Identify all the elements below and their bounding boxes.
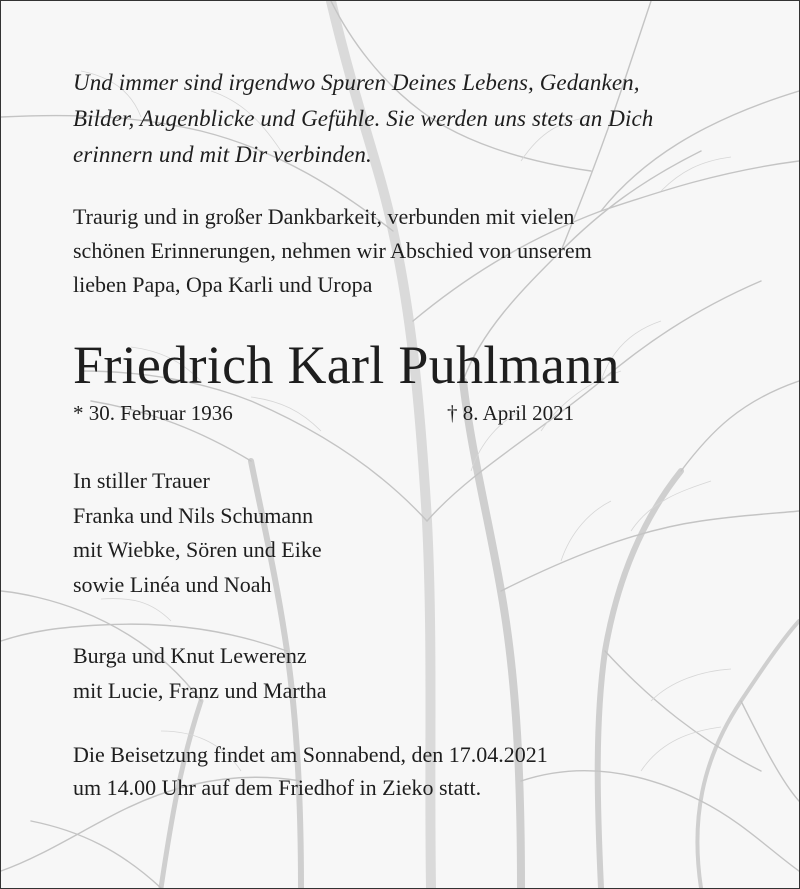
- intro-line: schönen Erinnerungen, nehmen wir Abschied von unserem: [73, 238, 592, 263]
- mourner-line: mit Wiebke, Sören und Eike: [73, 537, 322, 562]
- mourner-line: sowie Linéa und Noah: [73, 571, 272, 597]
- intro-line: Traurig und in großer Dankbarkeit, verbunden mit vielen: [73, 204, 575, 229]
- mourner-line: mit Lucie, Franz und Martha: [73, 677, 327, 703]
- verse-line: erinnern und mit Dir verbinden.: [73, 142, 372, 167]
- verse-line: Bilder, Augenblicke und Gefühle. Sie werden uns stets an Dich: [73, 106, 654, 131]
- mourner-line: In stiller Trauer: [73, 468, 210, 493]
- funeral-line: Die Beisetzung findet am Sonnabend, den 17.04.2021: [73, 742, 548, 767]
- deceased-name: Friedrich Karl Puhlmann: [73, 335, 620, 395]
- mourner-line: Burga und Knut Lewerenz: [73, 643, 307, 668]
- death-date: † 8. April 2021: [447, 401, 575, 425]
- intro-line: lieben Papa, Opa Karli und Uropa: [73, 272, 373, 297]
- verse-line: Und immer sind irgendwo Spuren Deines Lebens, Gedanken,: [73, 70, 640, 95]
- mourner-line: Franka und Nils Schumann: [73, 502, 314, 528]
- birth-date: * 30. Februar 1936: [73, 401, 233, 425]
- funeral-line: um 14.00 Uhr auf dem Friedhof in Zieko statt.: [73, 775, 482, 800]
